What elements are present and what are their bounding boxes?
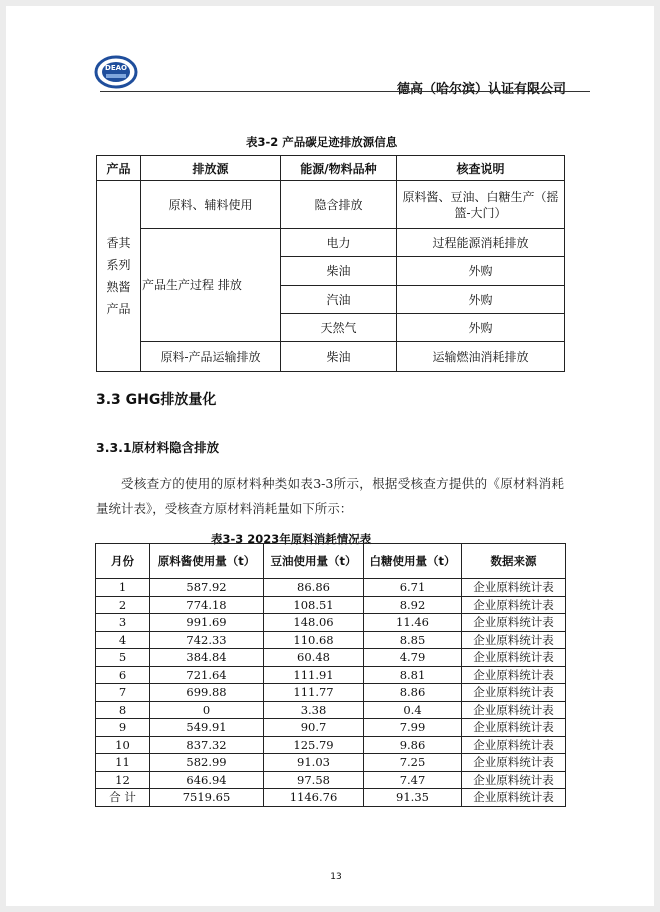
table-row [96, 649, 566, 667]
value-cell: 7.99 [364, 719, 462, 737]
value-cell: 699.88 [150, 684, 264, 702]
header-cell: 月份 [96, 544, 150, 579]
type-cell: 柴油 [281, 257, 397, 286]
value-cell: 1146.76 [264, 789, 364, 807]
value-cell: 91.03 [264, 754, 364, 772]
header-rule [100, 91, 590, 92]
type-cell: 电力 [281, 229, 397, 257]
table-header-row [97, 156, 565, 181]
month-cell: 3 [96, 614, 150, 632]
value-cell: 97.58 [264, 771, 364, 789]
month-cell: 7 [96, 684, 150, 702]
source-cell: 企业原料统计表 [462, 666, 566, 684]
header-cell: 产品 [97, 156, 141, 181]
month-cell: 12 [96, 771, 150, 789]
table-row [96, 771, 566, 789]
source-cell: 企业原料统计表 [462, 631, 566, 649]
value-cell: 9.86 [364, 736, 462, 754]
value-cell: 8.86 [364, 684, 462, 702]
type-cell: 柴油 [281, 342, 397, 372]
value-cell: 0 [150, 701, 264, 719]
month-cell: 8 [96, 701, 150, 719]
month-cell: 9 [96, 719, 150, 737]
value-cell: 11.46 [364, 614, 462, 632]
value-cell: 774.18 [150, 596, 264, 614]
value-cell: 3.38 [264, 701, 364, 719]
value-cell: 8.85 [364, 631, 462, 649]
value-cell: 549.91 [150, 719, 264, 737]
value-cell: 110.68 [264, 631, 364, 649]
source-cell: 企业原料统计表 [462, 649, 566, 667]
table-row [96, 684, 566, 702]
type-cell: 天然气 [281, 314, 397, 342]
header-cell: 核查说明 [397, 156, 565, 181]
month-cell: 5 [96, 649, 150, 667]
table-row [96, 631, 566, 649]
subsection-title: 3.3.1原材料隐含排放 [96, 440, 220, 455]
source-cell: 企业原料统计表 [462, 701, 566, 719]
table-row [96, 754, 566, 772]
value-cell: 7519.65 [150, 789, 264, 807]
company-logo [94, 54, 138, 90]
emission-source-table [96, 155, 565, 372]
value-cell: 837.32 [150, 736, 264, 754]
value-cell: 60.48 [264, 649, 364, 667]
value-cell: 991.69 [150, 614, 264, 632]
company-name: 德高（哈尔滨）认证有限公司 [396, 82, 566, 97]
source-cell: 原料、辅料使用 [141, 181, 281, 229]
value-cell: 742.33 [150, 631, 264, 649]
value-cell: 7.47 [364, 771, 462, 789]
month-cell: 合 计 [96, 789, 150, 807]
value-cell: 108.51 [264, 596, 364, 614]
value-cell: 7.25 [364, 754, 462, 772]
section-title: 3.3 GHG排放量化 [96, 392, 217, 408]
source-cell: 企业原料统计表 [462, 579, 566, 597]
value-cell: 4.79 [364, 649, 462, 667]
table-row [97, 181, 565, 229]
source-cell: 企业原料统计表 [462, 771, 566, 789]
document-page [6, 6, 654, 906]
table-row [96, 614, 566, 632]
value-cell: 111.77 [264, 684, 364, 702]
table-row [96, 579, 566, 597]
value-cell: 587.92 [150, 579, 264, 597]
value-cell: 384.84 [150, 649, 264, 667]
value-cell: 6.71 [364, 579, 462, 597]
page-number: 13 [330, 872, 342, 882]
table-row [96, 596, 566, 614]
table-row [97, 342, 565, 372]
value-cell: 148.06 [264, 614, 364, 632]
value-cell: 582.99 [150, 754, 264, 772]
note-cell: 运输燃油消耗排放 [397, 342, 565, 372]
logo-text: DEAO [105, 64, 127, 72]
value-cell: 90.7 [264, 719, 364, 737]
table-row [96, 789, 566, 807]
source-cell: 企业原料统计表 [462, 736, 566, 754]
raw-material-table [95, 543, 566, 807]
value-cell: 8.81 [364, 666, 462, 684]
value-cell: 721.64 [150, 666, 264, 684]
note-cell: 外购 [397, 286, 565, 314]
table-row [96, 719, 566, 737]
value-cell: 0.4 [364, 701, 462, 719]
month-cell: 2 [96, 596, 150, 614]
header-cell: 能源/物料品种 [281, 156, 397, 181]
header-cell: 数据来源 [462, 544, 566, 579]
table-row [96, 736, 566, 754]
body-paragraph: 受核查方的使用的原材料种类如表3-3所示，根据受核查方提供的《原材料消耗量统计表》，受核查方原材料消耗量如下所示： [96, 476, 564, 516]
type-cell: 汽油 [281, 286, 397, 314]
source-cell: 产品生产过程 排放 [141, 229, 281, 342]
month-cell: 1 [96, 579, 150, 597]
header-cell: 原料酱使用量（t） [150, 544, 264, 579]
table-header-row [96, 544, 566, 579]
header-cell: 排放源 [141, 156, 281, 181]
value-cell: 125.79 [264, 736, 364, 754]
note-cell: 原料酱、豆油、白糖生产（摇篮-大门） [397, 181, 565, 229]
table2-caption: 表3-3 2023年原料消耗情况表 [211, 532, 372, 546]
table-row [96, 701, 566, 719]
value-cell: 646.94 [150, 771, 264, 789]
value-cell: 91.35 [364, 789, 462, 807]
value-cell: 111.91 [264, 666, 364, 684]
table1-caption: 表3-2 产品碳足迹排放源信息 [246, 135, 398, 149]
value-cell: 86.86 [264, 579, 364, 597]
note-cell: 外购 [397, 257, 565, 286]
month-cell: 11 [96, 754, 150, 772]
header-cell: 豆油使用量（t） [264, 544, 364, 579]
product-cell: 香其系列熟酱产品 [97, 181, 141, 372]
note-cell: 过程能源消耗排放 [397, 229, 565, 257]
source-cell: 企业原料统计表 [462, 719, 566, 737]
source-cell: 原料-产品运输排放 [141, 342, 281, 372]
source-cell: 企业原料统计表 [462, 684, 566, 702]
month-cell: 4 [96, 631, 150, 649]
month-cell: 10 [96, 736, 150, 754]
source-cell: 企业原料统计表 [462, 596, 566, 614]
source-cell: 企业原料统计表 [462, 789, 566, 807]
table-row [96, 666, 566, 684]
month-cell: 6 [96, 666, 150, 684]
header-cell: 白糖使用量（t） [364, 544, 462, 579]
value-cell: 8.92 [364, 596, 462, 614]
table-row [97, 229, 565, 257]
source-cell: 企业原料统计表 [462, 614, 566, 632]
note-cell: 外购 [397, 314, 565, 342]
type-cell: 隐含排放 [281, 181, 397, 229]
source-cell: 企业原料统计表 [462, 754, 566, 772]
